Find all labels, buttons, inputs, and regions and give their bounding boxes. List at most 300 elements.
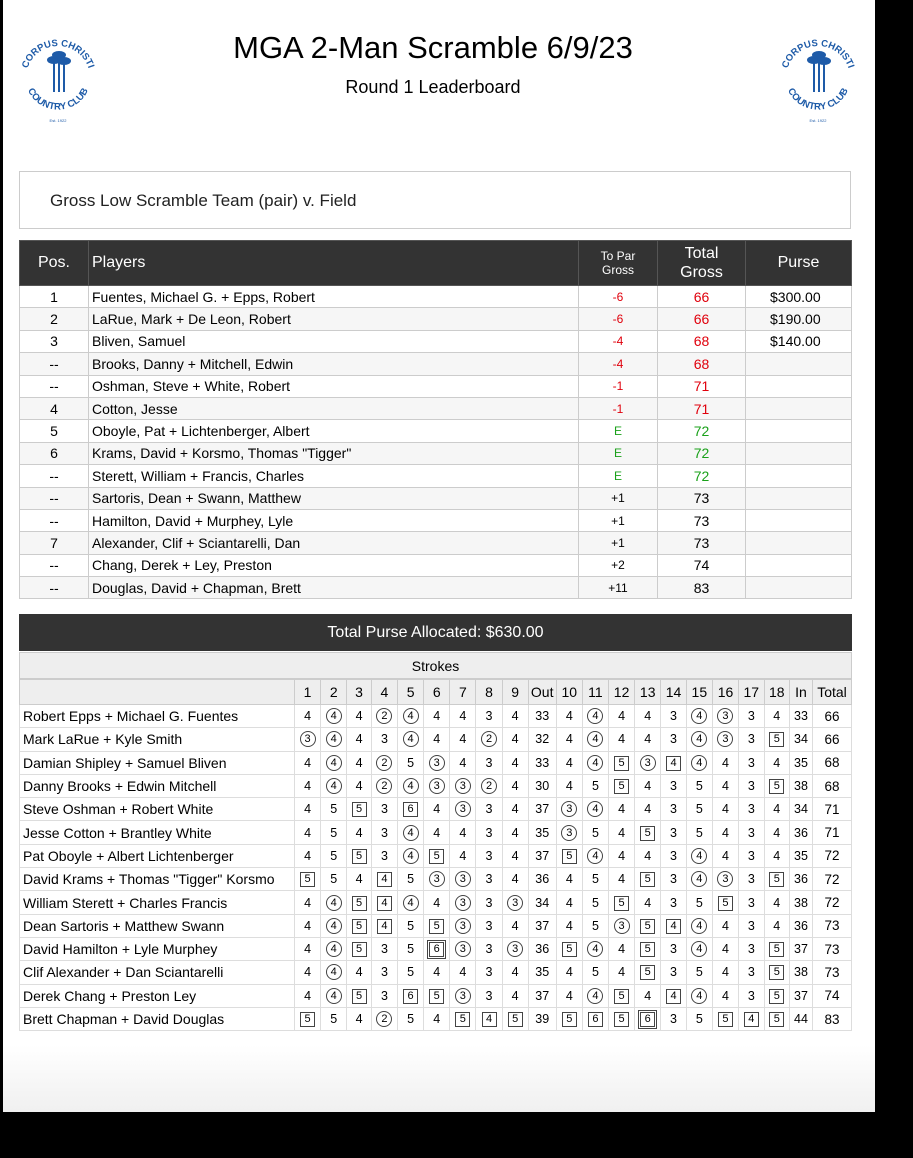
hole-header: 4 [371,680,397,705]
bogey-box: 5 [455,1012,470,1027]
score-cell [321,728,347,751]
score-cell: 3 [661,868,686,891]
birdie-circle: 4 [326,988,342,1004]
score-cell: 3 [661,844,686,867]
col-pos: Pos. [20,241,89,286]
row-total: 71 [658,375,746,397]
birdie-circle: 3 [455,988,471,1004]
score-cell: 4 [556,914,582,937]
score-cell: 4 [556,705,582,728]
birdie-circle: 3 [455,941,471,957]
score-cell: 4 [556,728,582,751]
score-cell: 4 [502,751,528,774]
score-cell: 83 [813,1007,852,1030]
score-cell [582,705,608,728]
bogey-box: 6 [403,989,418,1004]
bogey-box: 5 [614,896,629,911]
score-cell: 5 [398,961,424,984]
score-cell: 4 [609,821,635,844]
bogey-box: 5 [769,732,784,747]
birdie-circle: 4 [403,778,419,794]
row-pos: -- [20,375,89,397]
col-purse: Purse [746,241,852,286]
score-cell: 5 [686,1007,712,1030]
team-name: David Hamilton + Lyle Murphey [20,937,295,960]
score-cell: 3 [739,914,764,937]
score-cell [476,728,502,751]
score-cell: 5 [582,961,608,984]
score-cell: 72 [813,868,852,891]
score-cell: 3 [476,844,502,867]
score-cell [686,984,712,1007]
score-cell [398,728,424,751]
score-cell: 4 [295,961,321,984]
bogey-box: 5 [562,849,577,864]
strokes-row [20,868,852,891]
strokes-row [20,914,852,937]
birdie-circle: 3 [717,708,733,724]
score-cell: 37 [528,798,556,821]
score-cell: 35 [528,961,556,984]
hole-header: In [790,680,813,705]
score-cell: 4 [502,774,528,797]
score-cell: 73 [813,914,852,937]
score-cell [450,1007,476,1030]
row-total: 71 [658,397,746,419]
score-cell [661,751,686,774]
leaderboard-row [20,577,852,599]
row-total: 68 [658,330,746,352]
score-cell: 3 [739,798,764,821]
score-cell: 3 [661,937,686,960]
score-cell: 35 [528,821,556,844]
score-cell [712,705,738,728]
row-pos: -- [20,487,89,509]
row-purse [746,577,852,599]
team-name: Pat Oboyle + Albert Lichtenberger [20,844,295,867]
hole-header: 10 [556,680,582,705]
bogey-box: 5 [429,849,444,864]
score-cell: 4 [295,844,321,867]
score-cell [398,705,424,728]
score-cell: 3 [371,984,397,1007]
row-total: 66 [658,308,746,330]
row-pos: 3 [20,330,89,352]
hole-header: 5 [398,680,424,705]
bogey-box: 5 [614,989,629,1004]
score-cell: 4 [347,751,372,774]
score-cell: 4 [712,798,738,821]
birdie-circle: 4 [326,731,342,747]
row-pos: -- [20,554,89,576]
birdie-circle: 3 [455,918,471,934]
bogey-box: 6 [588,1012,603,1027]
score-cell: 4 [635,728,661,751]
score-cell [424,868,450,891]
page-title: MGA 2-Man Scramble 6/9/23 [233,30,633,65]
col-players: Players [89,241,579,286]
score-cell [686,937,712,960]
score-cell [712,891,738,914]
row-total: 72 [658,465,746,487]
score-cell [450,984,476,1007]
row-players: Sartoris, Dean + Swann, Matthew [89,487,579,509]
score-cell: 72 [813,844,852,867]
score-cell: 3 [661,728,686,751]
svg-text:Est. 1922: Est. 1922 [809,118,827,123]
strokes-row [20,1007,852,1030]
row-players: Oboyle, Pat + Lichtenberger, Albert [89,420,579,442]
score-cell [371,774,397,797]
row-topar: E [579,420,658,442]
score-cell: 4 [556,891,582,914]
score-cell: 3 [739,728,764,751]
score-cell: 4 [295,774,321,797]
score-cell [556,844,582,867]
score-cell: 3 [661,798,686,821]
score-cell: 5 [686,774,712,797]
row-topar: -6 [579,308,658,330]
score-cell: 3 [371,844,397,867]
score-cell: 5 [398,937,424,960]
score-cell [635,1007,661,1030]
bogey-box: 5 [769,942,784,957]
score-cell: 38 [790,774,813,797]
strokes-row [20,984,852,1007]
score-cell: 4 [609,728,635,751]
leaderboard-row [20,397,852,419]
hole-header: 16 [712,680,738,705]
score-cell [635,914,661,937]
score-cell: 32 [528,728,556,751]
team-name: Robert Epps + Michael G. Fuentes [20,705,295,728]
strokes-row [20,728,852,751]
score-cell: 5 [398,914,424,937]
score-cell: 3 [476,914,502,937]
score-cell: 68 [813,774,852,797]
bogey-box: 5 [640,826,655,841]
score-cell [295,868,321,891]
score-cell: 4 [450,844,476,867]
score-cell: 4 [424,961,450,984]
row-purse [746,375,852,397]
score-cell: 4 [609,961,635,984]
score-cell [371,891,397,914]
score-cell [424,984,450,1007]
score-cell [661,984,686,1007]
score-cell [764,868,789,891]
score-cell: 4 [764,705,789,728]
score-cell: 3 [661,774,686,797]
birdie-circle: 4 [326,941,342,957]
score-cell: 33 [528,705,556,728]
score-cell: 3 [476,798,502,821]
bogey-box: 5 [562,942,577,957]
row-pos: -- [20,465,89,487]
hole-header: 11 [582,680,608,705]
row-players: Krams, David + Korsmo, Thomas "Tigger" [89,442,579,464]
score-cell: 4 [635,705,661,728]
row-topar: -6 [579,286,658,308]
bogey-box: 4 [377,919,392,934]
score-cell: 5 [582,891,608,914]
birdie-circle: 3 [455,778,471,794]
score-cell: 33 [528,751,556,774]
leaderboard-row [20,487,852,509]
score-cell: 37 [528,914,556,937]
team-name: Steve Oshman + Robert White [20,798,295,821]
hole-header: 2 [321,680,347,705]
score-cell: 4 [556,751,582,774]
row-players: Brooks, Danny + Mitchell, Edwin [89,353,579,375]
row-topar: +2 [579,554,658,576]
hole-header: Total [813,680,852,705]
score-cell: 4 [609,844,635,867]
score-cell: 38 [790,891,813,914]
row-pos: 6 [20,442,89,464]
score-cell: 44 [790,1007,813,1030]
bogey-box: 6 [403,802,418,817]
score-cell: 3 [371,961,397,984]
birdie-circle: 4 [691,708,707,724]
birdie-circle: 4 [587,801,603,817]
birdie-circle: 4 [326,918,342,934]
row-purse [746,465,852,487]
score-cell [582,751,608,774]
birdie-circle: 4 [403,895,419,911]
score-cell [371,914,397,937]
strokes-row [20,705,852,728]
svg-text:CORPUS CHRISTI: CORPUS CHRISTI [779,37,857,70]
score-cell: 35 [790,751,813,774]
strokes-row [20,891,852,914]
score-cell: 4 [347,868,372,891]
score-cell: 3 [476,961,502,984]
score-cell: 3 [371,821,397,844]
score-cell [556,1007,582,1030]
score-cell [398,844,424,867]
score-cell: 4 [347,1007,372,1030]
score-cell [582,844,608,867]
score-cell: 3 [739,984,764,1007]
leaderboard-row [20,330,852,352]
score-cell [295,1007,321,1030]
bogey-box: 5 [640,965,655,980]
row-total: 73 [658,487,746,509]
hole-header: Out [528,680,556,705]
score-cell [450,914,476,937]
strokes-row [20,751,852,774]
bogey-box: 5 [352,802,367,817]
svg-text:CORPUS CHRISTI: CORPUS CHRISTI [19,37,97,70]
row-topar: E [579,465,658,487]
double-bogey-box: 6 [429,942,444,957]
score-cell [582,1007,608,1030]
score-cell: 4 [502,984,528,1007]
row-total: 68 [658,353,746,375]
score-cell: 4 [712,984,738,1007]
score-cell: 4 [347,961,372,984]
score-cell: 3 [371,728,397,751]
score-cell: 3 [739,821,764,844]
row-players: Chang, Derek + Ley, Preston [89,554,579,576]
score-cell: 4 [712,821,738,844]
row-pos: 1 [20,286,89,308]
score-cell: 37 [790,937,813,960]
strokes-row [20,821,852,844]
bogey-box: 5 [614,756,629,771]
score-cell: 4 [635,774,661,797]
score-cell: 5 [686,821,712,844]
score-cell: 3 [739,751,764,774]
score-cell: 3 [476,705,502,728]
score-cell: 5 [686,961,712,984]
score-cell: 4 [502,961,528,984]
score-cell: 3 [371,937,397,960]
row-topar: +1 [579,487,658,509]
bogey-box: 5 [352,989,367,1004]
score-cell: 5 [582,774,608,797]
hole-header: 8 [476,680,502,705]
score-cell: 66 [813,728,852,751]
score-cell: 3 [476,821,502,844]
score-cell: 3 [739,774,764,797]
score-cell [398,821,424,844]
score-cell [739,1007,764,1030]
leaderboard-row [20,509,852,531]
score-cell: 3 [739,891,764,914]
birdie-circle: 3 [717,871,733,887]
row-players: Douglas, David + Chapman, Brett [89,577,579,599]
strokes-row [20,937,852,960]
leaderboard-row [20,465,852,487]
row-purse [746,442,852,464]
score-cell [712,868,738,891]
score-cell: 5 [321,798,347,821]
score-cell [295,728,321,751]
bogey-box: 5 [352,942,367,957]
row-purse [746,554,852,576]
team-name: Dean Sartoris + Matthew Swann [20,914,295,937]
score-cell: 4 [424,705,450,728]
score-cell: 3 [739,961,764,984]
strokes-row [20,961,852,984]
score-cell: 3 [661,961,686,984]
birdie-circle: 4 [587,988,603,1004]
score-cell [321,914,347,937]
birdie-circle: 4 [587,755,603,771]
row-topar: -4 [579,330,658,352]
hole-header: 9 [502,680,528,705]
score-cell: 4 [347,774,372,797]
row-players: Hamilton, David + Murphey, Lyle [89,509,579,531]
score-cell: 66 [813,705,852,728]
bogey-box: 4 [377,896,392,911]
score-cell: 4 [712,751,738,774]
score-cell: 71 [813,798,852,821]
birdie-circle: 4 [403,708,419,724]
bogey-box: 4 [482,1012,497,1027]
row-players: LaRue, Mark + De Leon, Robert [89,308,579,330]
score-cell: 34 [790,728,813,751]
score-cell: 4 [712,774,738,797]
score-cell: 3 [739,844,764,867]
score-cell: 4 [764,844,789,867]
score-cell: 3 [661,891,686,914]
score-cell [321,705,347,728]
birdie-circle: 2 [376,755,392,771]
score-cell: 4 [295,891,321,914]
birdie-circle: 2 [481,778,497,794]
bogey-box: 4 [666,919,681,934]
score-cell: 4 [424,728,450,751]
score-cell [450,937,476,960]
score-cell [398,798,424,821]
score-cell: 3 [661,821,686,844]
birdie-circle: 4 [326,755,342,771]
hole-header: 12 [609,680,635,705]
row-players: Sterett, William + Francis, Charles [89,465,579,487]
score-cell [321,891,347,914]
score-cell [556,937,582,960]
score-cell: 4 [764,821,789,844]
score-cell: 4 [424,821,450,844]
score-cell [686,844,712,867]
score-cell: 3 [371,798,397,821]
birdie-circle: 2 [376,708,392,724]
score-cell [764,728,789,751]
score-cell [347,937,372,960]
score-cell [371,751,397,774]
score-cell: 71 [813,821,852,844]
score-cell [609,774,635,797]
score-cell: 4 [450,821,476,844]
score-cell: 4 [502,868,528,891]
score-cell: 4 [450,728,476,751]
score-cell [764,774,789,797]
score-cell: 4 [502,914,528,937]
leaderboard-row [20,375,852,397]
score-cell [347,984,372,1007]
row-pos: 2 [20,308,89,330]
score-cell [398,891,424,914]
team-name: Danny Brooks + Edwin Mitchell [20,774,295,797]
strokes-title: Strokes [19,652,852,679]
score-cell: 4 [295,821,321,844]
score-cell [347,844,372,867]
score-cell [686,868,712,891]
score-cell [712,1007,738,1030]
row-total: 74 [658,554,746,576]
score-cell [764,961,789,984]
hole-header: 14 [661,680,686,705]
score-cell: 4 [764,914,789,937]
row-total: 72 [658,442,746,464]
score-cell: 72 [813,891,852,914]
row-topar: +11 [579,577,658,599]
score-cell: 5 [582,914,608,937]
row-purse: $300.00 [746,286,852,308]
birdie-circle: 4 [691,988,707,1004]
row-total: 73 [658,509,746,531]
page-subtitle: Round 1 Leaderboard [345,77,521,97]
row-pos: -- [20,509,89,531]
score-cell: 4 [424,891,450,914]
col-topar: To Par Gross [579,241,658,286]
score-cell [582,728,608,751]
birdie-circle: 3 [455,871,471,887]
birdie-circle: 2 [376,778,392,794]
